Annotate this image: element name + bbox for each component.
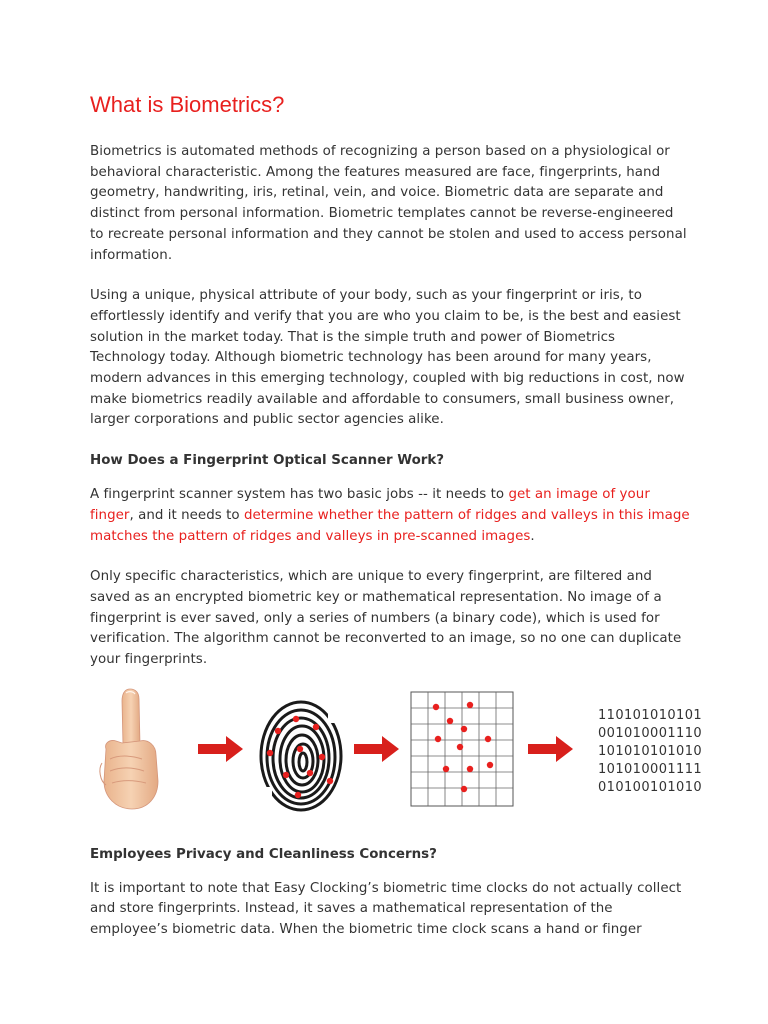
paragraph-text: , and it needs to — [129, 507, 244, 523]
arrow-right-icon — [198, 735, 244, 763]
paragraph-benefits: Using a unique, physical attribute of your body, such as your fingerprint or iris, to effortlessly identify and verify that you are who you claim to be, is the best and easiest solution in the market today. That is the simple truth and power of Biometrics Technology today. Although biometric technology has been around for many years, modern advances in this emerging technology, coupled with big reductions in cost, now make biometrics readily available and affordable to consumers, small business owner, larger corporations and public sector agencies alike. — [90, 288, 685, 428]
binary-line: 010100101010 — [598, 779, 703, 795]
document-page — [90, 90, 703, 961]
paragraph-scanner-jobs — [90, 485, 690, 547]
binary-line: 101010001111 — [598, 761, 703, 777]
paragraph-privacy: It is important to note that Easy Clocking’s biometric time clocks do not actually collect and store fingerprints. Instead, it saves a mathematical representation of the employee’s biometric data. When the biometric time clock scans a hand or finger — [90, 880, 682, 938]
fingerprint-process-diagram — [88, 691, 708, 821]
minutiae-grid-icon — [410, 691, 514, 807]
section-heading-scanner: How Does a Fingerprint Optical Scanner Work? — [90, 453, 445, 469]
paragraph-definition: Biometrics is automated methods of recognizing a person based on a physiological or behavioral characteristic. Among the features measured are face, fingerprints, hand geometry, handwriting, iris, retinal, vein, and voice. Biometric data are separate and distinct from personal information. Biometric templates cannot be reverse-engineered to recreate personal information and they cannot be stolen and used to access personal information. — [90, 144, 687, 263]
paragraph-encryption: Only specific characteristics, which are unique to every fingerprint, are filtered and saved as an encrypted biometric key or mathematical representation. No image of a fingerprint is ever saved, only a series of numbers (a binary code), which is used for verification. The algorithm cannot be reconverted to an image, so no one can duplicate your fingerprints. — [90, 569, 682, 668]
paragraph-text: . — [530, 528, 535, 544]
binary-code-block — [598, 707, 702, 797]
paragraph-text: A fingerprint scanner system has two basic jobs -- it needs to — [90, 487, 509, 503]
link-match-pattern[interactable]: determine whether the pattern of ridges and valleys in this image matches the pattern of ridges and valleys in pre-scanned images — [90, 507, 690, 544]
binary-line: 110101010101 — [598, 707, 703, 723]
arrow-right-icon — [528, 735, 574, 763]
raised-finger-hand-image — [96, 685, 168, 815]
binary-line: 10101010101​0 — [598, 743, 703, 759]
arrow-right-icon — [354, 735, 400, 763]
binary-line: 001010001110 — [598, 725, 703, 741]
link-get-image[interactable]: get an image of your finger — [90, 487, 650, 523]
page-title: What is Biometrics? — [90, 92, 285, 117]
section-heading-privacy: Employees Privacy and Cleanliness Concerns? — [90, 846, 437, 862]
fingerprint-icon — [258, 699, 344, 813]
